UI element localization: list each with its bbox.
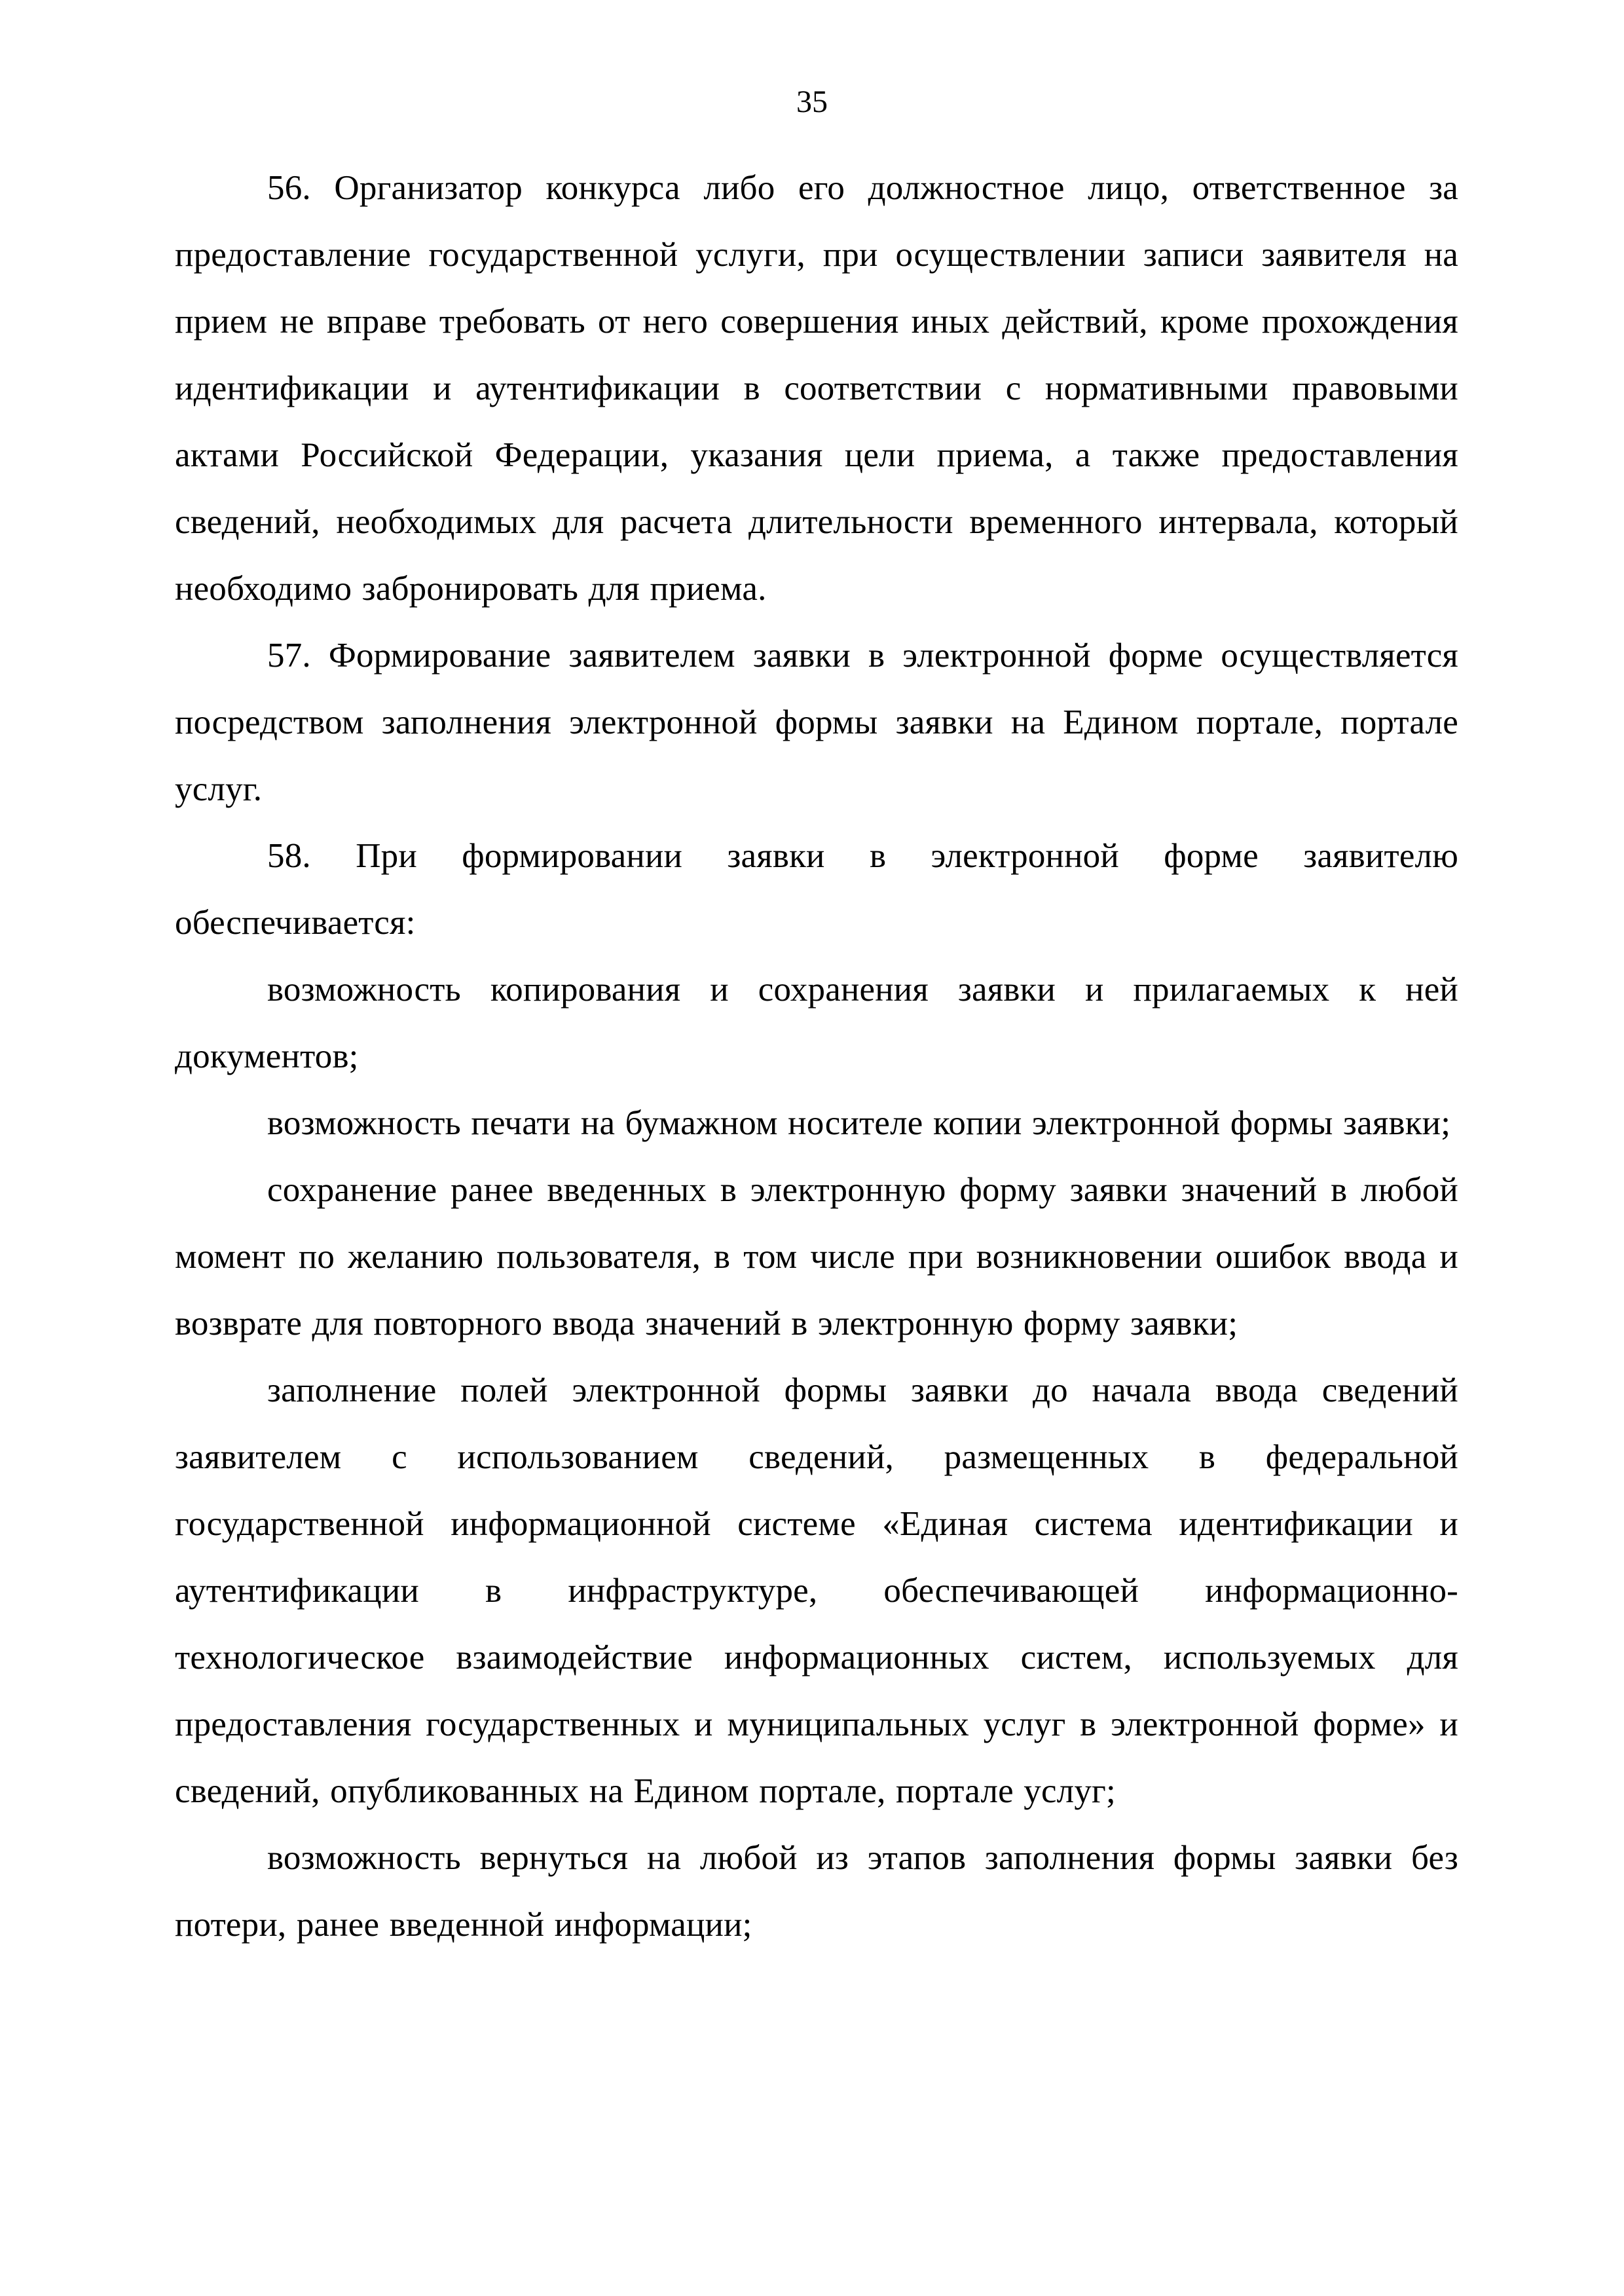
paragraph-58: 58. При формировании заявки в электронной форме заявителю обеспечивается:: [175, 837, 1458, 942]
list-item-copy-save: возможность копирования и сохранения заявки и прилагаемых к ней документов;: [175, 971, 1458, 1075]
paragraph-57: 57. Формирование заявителем заявки в электронной форме осуществляется посредством заполнения электронной формы заявки на Едином портале, портале услуг.: [175, 637, 1458, 808]
document-body: [175, 155, 1458, 1958]
paragraph-56: 56. Организатор конкурса либо его должностное лицо, ответственное за предоставление государственной услуги, при осуществлении записи заявителя на прием не вправе требовать от него совершения иных действий, кроме прохождения идентификации и аутентификации в соответствии с нормативными правовыми актами Российской Федерации, указания цели приема, а также предоставления сведений, необходимых для расчета длительности временного интервала, который необходимо забронировать для приема.: [175, 169, 1458, 608]
list-item-return-to-stage: возможность вернуться на любой из этапов заполнения формы заявки без потери, ранее введенной информации;: [175, 1839, 1458, 1944]
list-item-prefill-fields: заполнение полей электронной формы заявки до начала ввода сведений заявителем с использованием сведений, размещенных в федеральной государственной информационной системе «Единая система идентификации и аутентификации в инфраструктуре, обеспечивающей информационно-технологическое взаимодействие информационных систем, используемых для предоставления государственных и муниципальных услуг в электронной форме» и сведений, опубликованных на Едином портале, портале услуг;: [175, 1371, 1458, 1810]
list-item-print-copy: возможность печати на бумажном носителе копии электронной формы заявки;: [267, 1104, 1451, 1142]
list-item-save-values: сохранение ранее введенных в электронную форму заявки значений в любой момент по желанию пользователя, в том числе при возникновении ошибок ввода и возврате для повторного ввода значений в электронную форму заявки;: [175, 1171, 1458, 1342]
page-number: 35: [796, 84, 828, 119]
